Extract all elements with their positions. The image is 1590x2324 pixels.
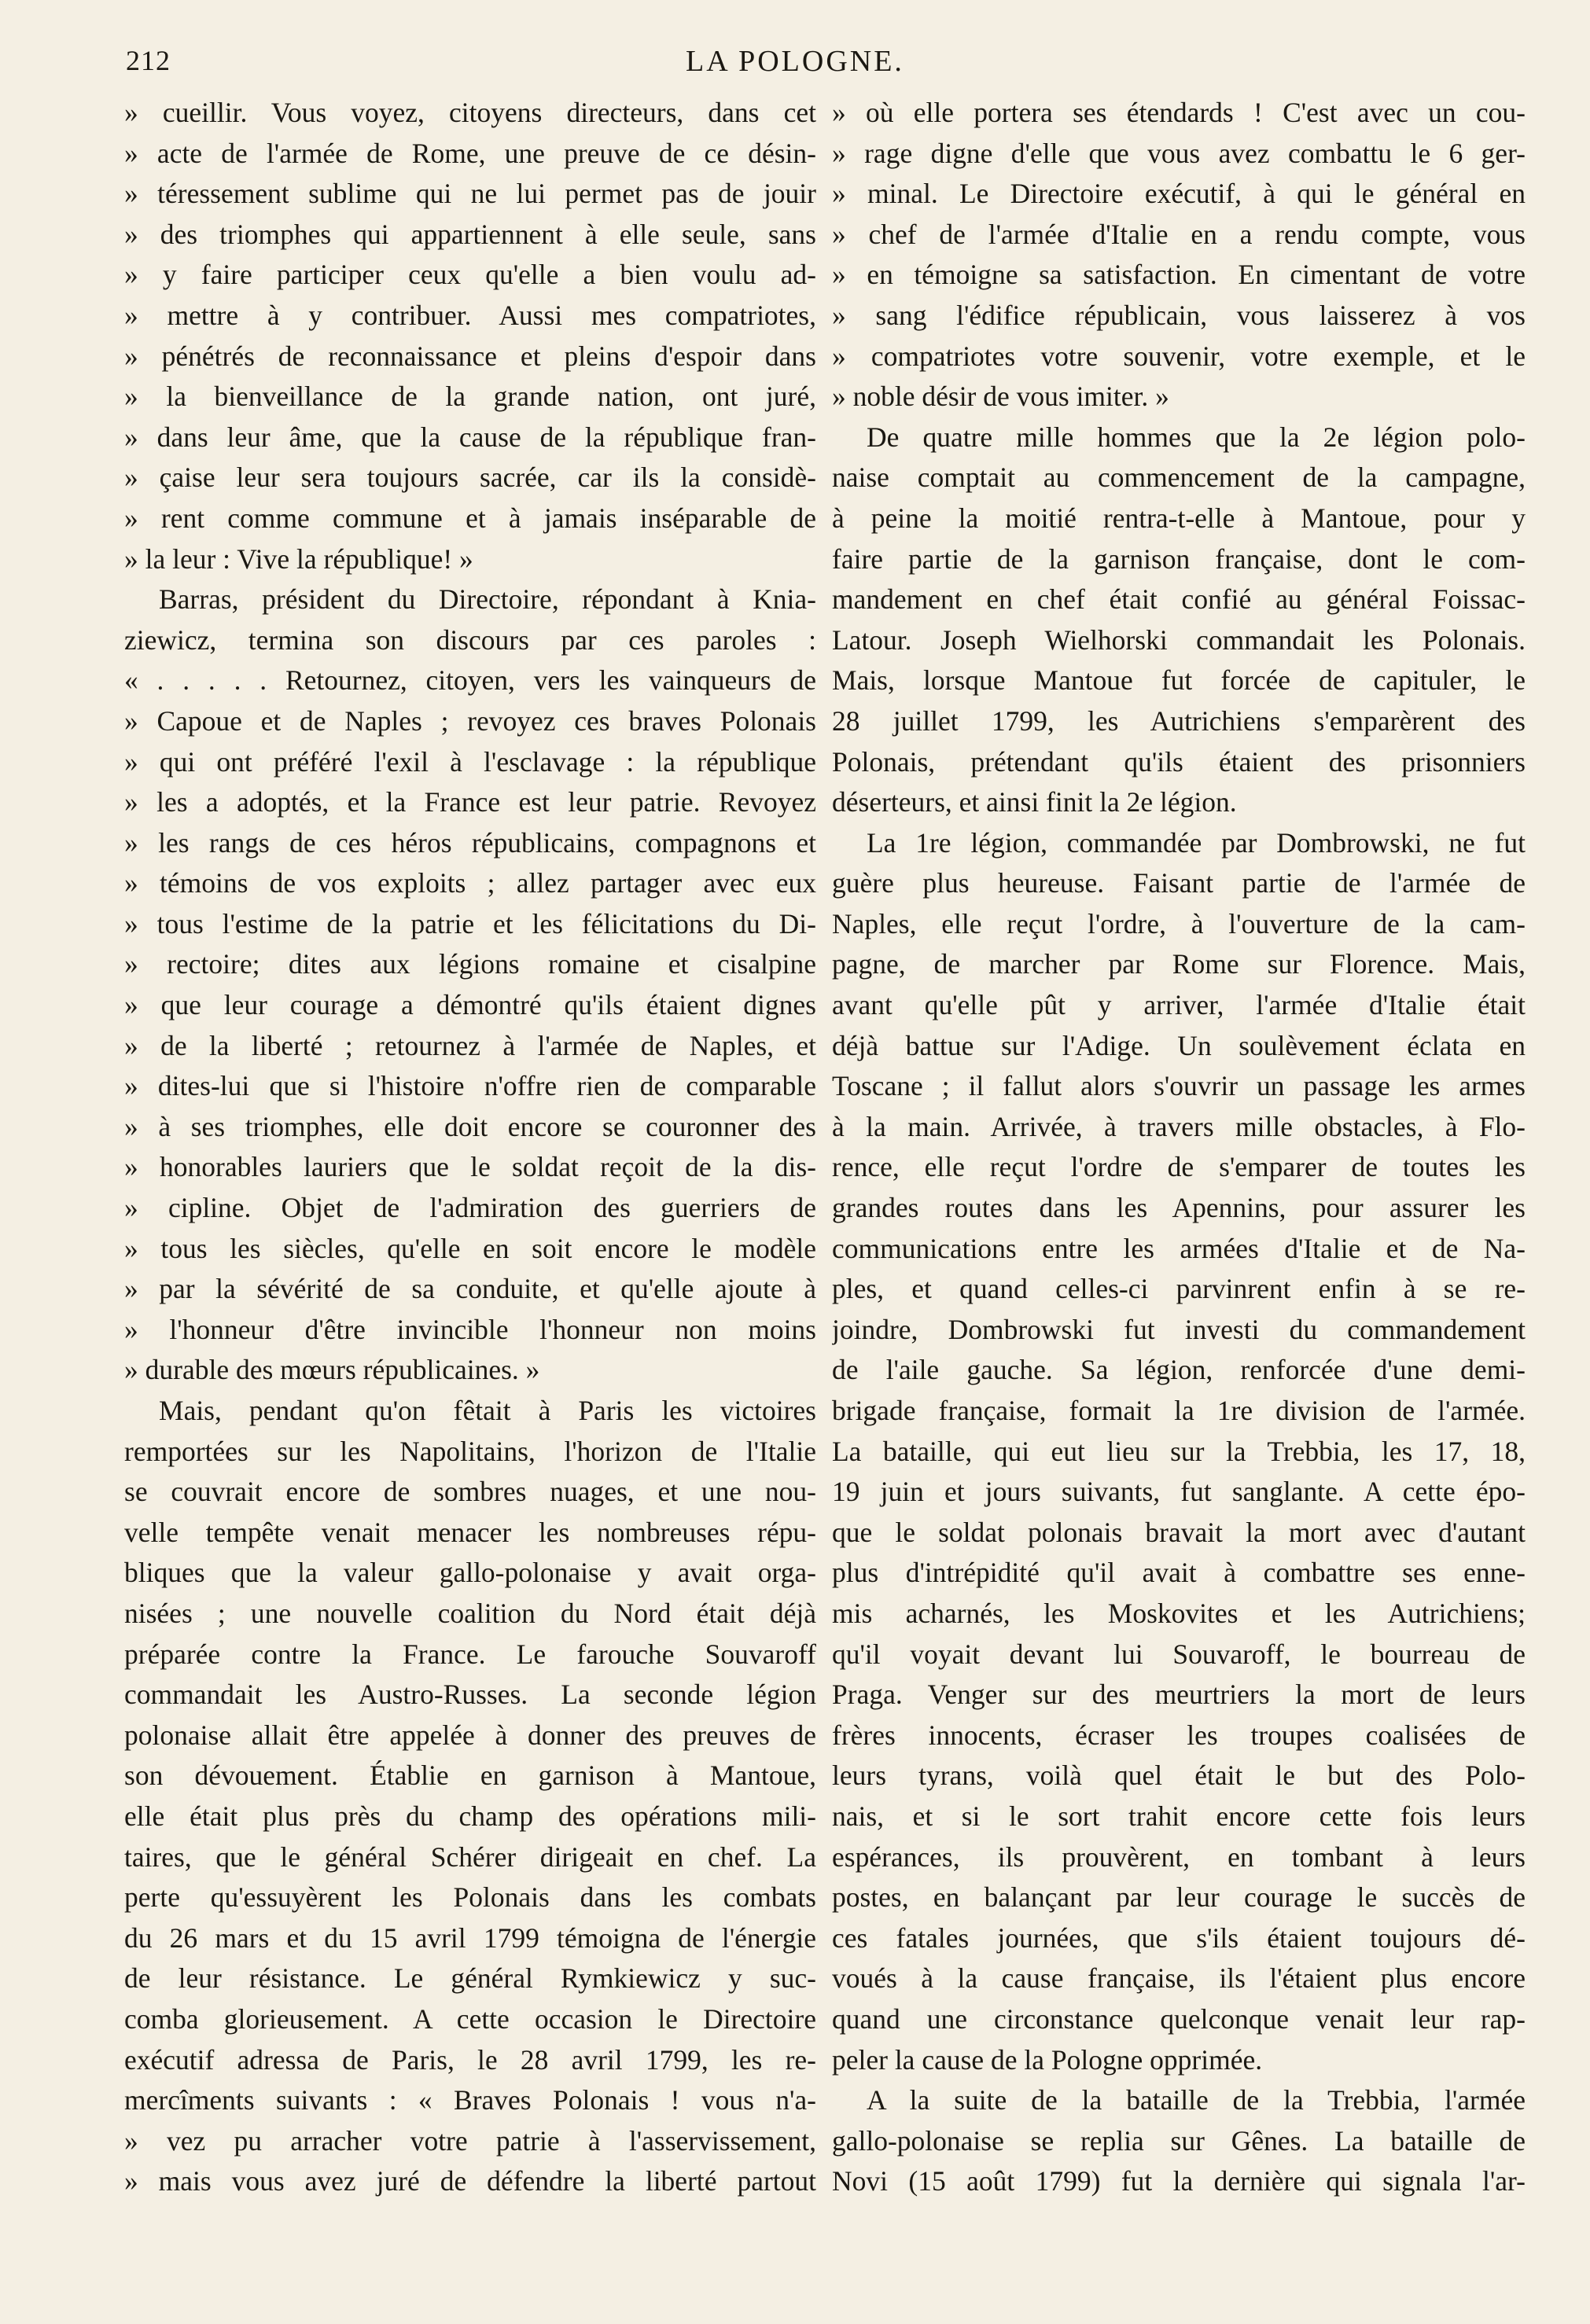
text-line: gallo-polonaise se replia sur Gênes. La bataille de xyxy=(832,2124,1526,2157)
text-line: mercîments suivants : « Braves Polonais ! vous n'a- xyxy=(124,2084,816,2116)
text-line: » acte de l'armée de Rome, une preuve de ce désin- xyxy=(124,137,816,169)
text-line: » minal. Le Directoire exécutif, à qui le général en xyxy=(832,178,1526,210)
text-line: » dans leur âme, que la cause de la république fran- xyxy=(124,421,816,453)
text-line: » tous les siècles, qu'elle en soit encore le modèle xyxy=(124,1232,816,1264)
text-line: bliques que la valeur gallo-polonaise y avait orga- xyxy=(124,1557,816,1589)
text-line: Barras, président du Directoire, répondant à Knia- xyxy=(159,583,816,616)
text-line: » des triomphes qui appartiennent à elle seule, sans xyxy=(124,218,816,250)
text-line: comba glorieusement. A cette occasion le Directoire xyxy=(124,2002,816,2035)
page-number: 212 xyxy=(126,45,171,76)
text-line: qu'il voyait devant lui Souvaroff, le bourreau de xyxy=(832,1638,1526,1670)
text-line: » tous l'estime de la patrie et les félicitations du Di- xyxy=(124,907,816,940)
text-line: brigade française, formait la 1re division de l'armée. xyxy=(832,1395,1526,1426)
text-line: nais, et si le sort trahit encore cette fois leurs xyxy=(832,1800,1526,1832)
text-line: taires, que le général Schérer dirigeait en chef. La xyxy=(124,1840,816,1873)
text-line: » les a adoptés, et la France est leur patrie. Revoyez xyxy=(124,786,816,818)
text-line: déserteurs, et ainsi finit la 2e légion. xyxy=(832,786,1237,818)
text-line: velle tempête venait menacer les nombreuses répu- xyxy=(124,1516,816,1548)
text-line: » rent comme commune et à jamais inséparable de xyxy=(124,502,816,534)
text-line: » qui ont préféré l'exil à l'esclavage : la république xyxy=(124,745,816,778)
text-line: La bataille, qui eut lieu sur la Trebbia, les 17, 18, xyxy=(832,1435,1526,1467)
text-line: 19 juin et jours suivants, fut sanglante. A cette épo- xyxy=(832,1476,1526,1508)
running-title: LA POLOGNE. xyxy=(686,45,904,78)
text-line: plus d'intrépidité qu'il avait à combattre ses enne- xyxy=(832,1557,1526,1589)
text-line: A la suite de la bataille de la Trebbia, l'armée xyxy=(867,2084,1526,2116)
text-line: » rage digne d'elle que vous avez combattu le 6 ger- xyxy=(832,137,1526,169)
text-line: » l'honneur d'être invincible l'honneur non moins xyxy=(124,1313,816,1345)
text-line: naise comptait au commencement de la campagne, xyxy=(832,461,1526,494)
text-line: peler la cause de la Pologne opprimée. xyxy=(832,2043,1263,2076)
text-line: » où elle portera ses étendards ! C'est avec un cou- xyxy=(832,97,1526,128)
text-line: remportées sur les Napolitains, l'horizon de l'Italie xyxy=(124,1435,816,1467)
text-line: » honorables lauriers que le soldat reçoit de la dis- xyxy=(124,1151,816,1183)
text-line: avant qu'elle pût y arriver, l'armée d'Italie était xyxy=(832,989,1526,1021)
text-line: » vez pu arracher votre patrie à l'asservissement, xyxy=(124,2124,816,2157)
text-line: » dites-lui que si l'histoire n'offre rien de comparable xyxy=(124,1070,816,1102)
text-line: » compatriotes votre souvenir, votre exemple, et le xyxy=(832,340,1526,372)
text-line: De quatre mille hommes que la 2e légion polo- xyxy=(867,421,1526,453)
text-line: » çaise leur sera toujours sacrée, car ils la considè- xyxy=(124,461,816,494)
text-line: à peine la moitié rentra-t-elle à Mantoue, pour y xyxy=(832,502,1526,534)
text-line: Praga. Venger sur des meurtriers la mort de leurs xyxy=(832,1679,1526,1711)
text-line: » de la liberté ; retournez à l'armée de Naples, et xyxy=(124,1029,816,1061)
text-line: de l'aile gauche. Sa légion, renforcée d'une demi- xyxy=(832,1354,1526,1386)
text-line: « . . . . . Retournez, citoyen, vers les vainqueurs de xyxy=(124,664,816,697)
text-line: » mais vous avez juré de défendre la liberté partout xyxy=(124,2165,816,2197)
text-line: de leur résistance. Le général Rymkiewicz y suc- xyxy=(124,1962,816,1995)
text-line: » témoins de vos exploits ; allez partager avec eux xyxy=(124,867,816,899)
text-line: Mais, pendant qu'on fêtait à Paris les victoires xyxy=(159,1395,816,1426)
text-line: déjà battue sur l'Adige. Un soulèvement éclata en xyxy=(832,1029,1526,1061)
text-line: polonaise allait être appelée à donner des preuves de xyxy=(124,1719,816,1751)
text-line: préparée contre la France. Le farouche Souvaroff xyxy=(124,1638,816,1670)
text-line: faire partie de la garnison française, dont le com- xyxy=(832,542,1526,575)
text-line: commandait les Austro-Russes. La seconde légion xyxy=(124,1679,816,1711)
text-line: mandement en chef était confié au général Foissac- xyxy=(832,583,1526,616)
text-line: » pénétrés de reconnaissance et pleins d'espoir dans xyxy=(124,340,816,372)
text-line: se couvrait encore de sombres nuages, et une nou- xyxy=(124,1476,816,1508)
text-line: exécutif adressa de Paris, le 28 avril 1799, les re- xyxy=(124,2043,816,2076)
text-line: » en témoigne sa satisfaction. En cimentant de votre xyxy=(832,259,1526,291)
text-line: » par la sévérité de sa conduite, et qu'elle ajoute à xyxy=(124,1273,816,1305)
text-line: » y faire participer ceux qu'elle a bien voulu ad- xyxy=(124,259,816,291)
text-line: communications entre les armées d'Italie et de Na- xyxy=(832,1232,1526,1264)
text-line: pagne, de marcher par Rome sur Florence. Mais, xyxy=(832,948,1526,980)
text-line: » mettre à y contribuer. Aussi mes compatriotes, xyxy=(124,299,816,331)
text-line: » que leur courage a démontré qu'ils étaient dignes xyxy=(124,989,816,1021)
text-line: ples, et quand celles-ci parvinrent enfin à se re- xyxy=(832,1273,1526,1305)
text-line: ziewicz, termina son discours par ces paroles : xyxy=(124,623,816,656)
text-line: » cueillir. Vous voyez, citoyens directeurs, dans cet xyxy=(124,97,816,128)
text-line: » durable des mœurs républicaines. » xyxy=(124,1354,540,1386)
text-line: grandes routes dans les Apennins, pour assurer les xyxy=(832,1192,1526,1224)
text-line: Mais, lorsque Mantoue fut forcée de capituler, le xyxy=(832,664,1526,697)
text-line: » Capoue et de Naples ; revoyez ces braves Polonais xyxy=(124,704,816,737)
text-line: Latour. Joseph Wielhorski commandait les Polonais. xyxy=(832,623,1526,656)
text-line: joindre, Dombrowski fut investi du commandement xyxy=(832,1313,1526,1345)
text-line: Naples, elle reçut l'ordre, à l'ouverture de la cam- xyxy=(832,907,1526,940)
text-line: 28 juillet 1799, les Autrichiens s'emparèrent des xyxy=(832,704,1526,737)
text-line: à la main. Arrivée, à travers mille obstacles, à Flo- xyxy=(832,1110,1526,1142)
text-line: voués à la cause française, ils l'étaient plus encore xyxy=(832,1962,1526,1995)
text-line: » sang l'édifice républicain, vous laisserez à vos xyxy=(832,299,1526,331)
text-line: nisées ; une nouvelle coalition du Nord était déjà xyxy=(124,1597,816,1629)
text-line: » cipline. Objet de l'admiration des guerriers de xyxy=(124,1192,816,1224)
text-line: elle était plus près du champ des opérations mili- xyxy=(124,1800,816,1832)
text-line: » téressement sublime qui ne lui permet pas de jouir xyxy=(124,178,816,210)
text-line: » la leur : Vive la république! » xyxy=(124,542,473,575)
text-line: espérances, ils prouvèrent, en tombant à leurs xyxy=(832,1840,1526,1873)
text-line: son dévouement. Établie en garnison à Mantoue, xyxy=(124,1760,816,1792)
left-column xyxy=(124,93,816,2202)
text-line: que le soldat polonais bravait la mort avec d'autant xyxy=(832,1516,1526,1548)
text-line: ces fatales journées, que s'ils étaient toujours dé- xyxy=(832,1921,1526,1954)
text-line: » les rangs de ces héros républicains, compagnons et xyxy=(124,826,816,859)
text-line: Polonais, prétendant qu'ils étaient des prisonniers xyxy=(832,745,1526,778)
text-line: du 26 mars et du 15 avril 1799 témoigna de l'énergie xyxy=(124,1921,816,1954)
text-line: frères innocents, écraser les troupes coalisées de xyxy=(832,1719,1526,1751)
text-line: » la bienveillance de la grande nation, ont juré, xyxy=(124,381,816,413)
text-line: postes, en balançant par leur courage le succès de xyxy=(832,1881,1526,1914)
text-line: Toscane ; il fallut alors s'ouvrir un passage les armes xyxy=(832,1070,1526,1102)
text-line: » à ses triomphes, elle doit encore se couronner des xyxy=(124,1110,816,1142)
text-line: » chef de l'armée d'Italie en a rendu compte, vous xyxy=(832,218,1526,250)
text-line: quand une circonstance quelconque venait leur rap- xyxy=(832,2002,1526,2035)
text-line: perte qu'essuyèrent les Polonais dans les combats xyxy=(124,1881,816,1914)
text-line: » rectoire; dites aux légions romaine et cisalpine xyxy=(124,948,816,980)
text-line: mis acharnés, les Moskovites et les Autrichiens; xyxy=(832,1597,1526,1629)
right-column xyxy=(832,93,1526,2202)
text-line: leurs tyrans, voilà quel était le but des Polo- xyxy=(832,1760,1526,1792)
text-line: guère plus heureuse. Faisant partie de l'armée de xyxy=(832,867,1526,899)
text-line: rence, elle reçut l'ordre de s'emparer de toutes les xyxy=(832,1151,1526,1183)
text-line: » noble désir de vous imiter. » xyxy=(832,381,1169,413)
text-line: La 1re légion, commandée par Dombrowski, ne fut xyxy=(867,826,1526,859)
text-line: Novi (15 août 1799) fut la dernière qui signala l'ar- xyxy=(832,2165,1526,2197)
